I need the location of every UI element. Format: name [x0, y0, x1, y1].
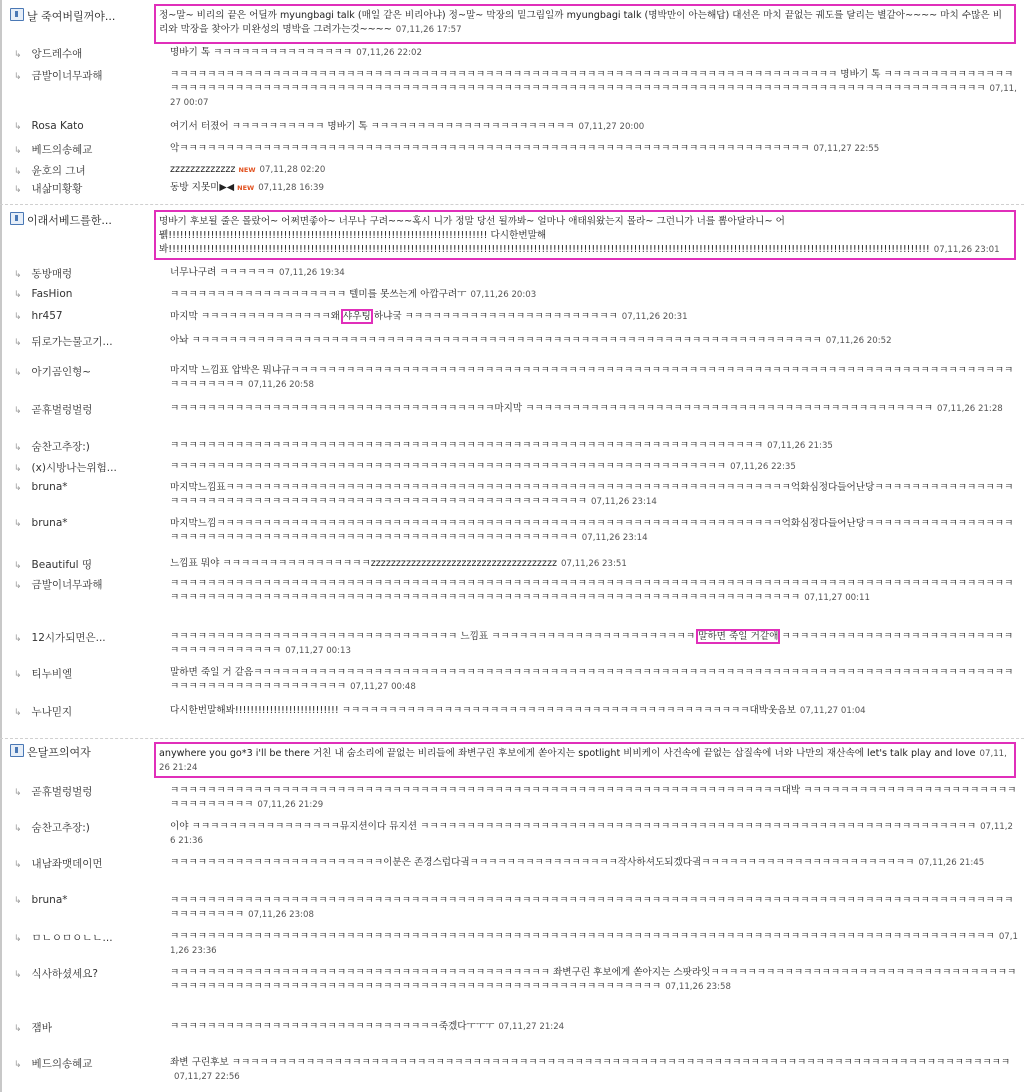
thread-post [0, 4, 1024, 44]
reply-arrow-icon: ↳ [14, 561, 22, 571]
reply-text: 악ㅋㅋㅋㅋㅋㅋㅋㅋㅋㅋㅋㅋㅋㅋㅋㅋㅋㅋㅋㅋㅋㅋㅋㅋㅋㅋㅋㅋㅋㅋㅋㅋㅋㅋㅋㅋㅋㅋㅋㅋㅋㅋㅋㅋㅋㅋㅋㅋㅋㅋㅋㅋㅋㅋㅋㅋㅋㅋㅋㅋㅋㅋㅋㅋㅋㅋㅋㅋ 07,11,27 22:55 [170, 143, 880, 154]
reply-text: 동방 지못미▶◀ NEW 07,11,28 16:39 [170, 182, 324, 193]
reply-text: ㅋㅋㅋㅋㅋㅋㅋㅋㅋㅋㅋㅋㅋㅋㅋㅋㅋㅋㅋㅋㅋㅋㅋ이분은 존경스럽다긬ㅋㅋㅋㅋㅋㅋㅋㅋㅋㅋㅋㅋㅋㅋㅋㅋ작사하셔도되겠다긬ㅋㅋㅋㅋㅋㅋㅋㅋㅋㅋㅋㅋㅋㅋㅋㅋㅋㅋㅋㅋㅋㅋㅋ 07,11,26 21:45 [170, 857, 985, 868]
reply-text: ㅋㅋㅋㅋㅋㅋㅋㅋㅋㅋㅋㅋㅋㅋㅋㅋㅋㅋㅋㅋㅋㅋㅋㅋㅋㅋㅋㅋㅋㅋㅋㅋㅋㅋㅋㅋㅋㅋㅋㅋㅋㅋㅋㅋㅋㅋㅋㅋㅋㅋㅋㅋㅋㅋㅋㅋㅋㅋㅋㅋㅋㅋㅋㅋㅋㅋㅋㅋㅋㅋㅋㅋㅋㅋㅋㅋㅋㅋㅋㅋㅋㅋㅋㅋㅋㅋㅋㅋㅋㅋㅋㅋㅋㅋㅋㅋㅋㅋㅋ 07,11,26 23:08 [170, 895, 1014, 920]
reply-author[interactable]: ↳ ㅁㄴㅇㅁㅇㄴㄴ... [14, 932, 113, 944]
reply-arrow-icon: ↳ [14, 406, 22, 416]
reply-text: 마지막 느낌표 압박은 뭐냐규ㅋㅋㅋㅋㅋㅋㅋㅋㅋㅋㅋㅋㅋㅋㅋㅋㅋㅋㅋㅋㅋㅋㅋㅋㅋㅋㅋㅋㅋㅋㅋㅋㅋㅋㅋㅋㅋㅋㅋㅋㅋㅋㅋㅋㅋㅋㅋㅋㅋㅋㅋㅋㅋㅋㅋㅋㅋㅋㅋㅋㅋㅋㅋㅋㅋㅋㅋㅋㅋㅋㅋㅋㅋㅋㅋㅋㅋㅋㅋㅋㅋㅋㅋㅋㅋㅋ 07,11,26 20:58 [170, 365, 1014, 390]
reply-arrow-icon: ↳ [14, 1024, 22, 1034]
reply-author[interactable]: ↳ bruna* [14, 894, 68, 906]
post-author[interactable]: 날 죽여버릴꺼야... [10, 8, 158, 24]
post-author[interactable]: 이래서베드를한... [10, 212, 158, 228]
reply-arrow-icon: ↳ [14, 519, 22, 529]
post-author[interactable]: 은달프의여자 [10, 744, 158, 760]
reply-author[interactable]: ↳ 잼바 [14, 1022, 52, 1034]
reply-arrow-icon: ↳ [14, 290, 22, 300]
reply-author[interactable]: ↳ 앙드레수애 [14, 48, 83, 60]
reply-text: ㅋㅋㅋㅋㅋㅋㅋㅋㅋㅋㅋㅋㅋㅋㅋㅋㅋㅋㅋ 텔미를 못쓰는게 아깝구려ㅜ 07,11,26 20:03 [170, 289, 537, 300]
reply-author[interactable]: ↳ 숨찬고추장:) [14, 441, 90, 453]
post-content: 명바기 후보될 줄은 몰랐어~ 어쩌면좋아~ 너무나 구려~~~혹시 니가 정말 당선 될까봐~ 얼마나 애태워왔는지 몰라~ 그런니가 너를 뽑아달라니~ 어뷁!!!!!!!!!!!!!!!!!!!!!!!!!!!!!!!!!!!!!!!!!!!!!!!!!!!!!!!!!!!!!!!!!!!!!!!!!!!!!!!!!!! 다시한번말해 봐!!!!!!!!!!!!!!!!!!!!!!!!!!!!!!!!!!!!!!!!!!!!!!!!!!!!!!!!!!!!!!!!!!!!!!!!!!!!!!!!!!!!!!!!!!!!!!!!!!!!!!!!!!!!!!!!!!!!!!!!!!!!!!!!!!!!!!!!!!!!!!!!!!!!!!!!!!!!!!!!!!!!!!!!!!!!!!!!!!!!!!!!!!!!!!!!!!!!!! 07,11,26 23:01 [154, 210, 1016, 260]
reply-author[interactable]: ↳ 티누비엘 [14, 668, 73, 680]
reply-text: 너무나구려 ㅋㅋㅋㅋㅋㅋ 07,11,26 19:34 [170, 267, 345, 278]
highlight-box: 말하면 죽일 거같애 [698, 631, 779, 642]
reply-arrow-icon: ↳ [14, 788, 22, 798]
reply-text: ㅋㅋㅋㅋㅋㅋㅋㅋㅋㅋㅋㅋㅋㅋㅋㅋㅋㅋㅋㅋㅋㅋㅋㅋㅋㅋㅋㅋㅋㅋㅋㅋㅋㅋㅋㅋㅋㅋㅋㅋㅋ 좌변구린 후보에게 쏟아지는 스팟라잇ㅋㅋㅋㅋㅋㅋㅋㅋㅋㅋㅋㅋㅋㅋㅋㅋㅋㅋㅋㅋㅋㅋㅋㅋㅋㅋㅋㅋㅋㅋㅋㅋㅋㅋㅋㅋㅋㅋㅋㅋㅋㅋㅋㅋㅋㅋㅋㅋㅋㅋㅋㅋㅋㅋㅋㅋㅋㅋㅋㅋㅋㅋㅋㅋㅋㅋㅋㅋㅋㅋㅋㅋㅋㅋㅋㅋㅋㅋㅋㅋㅋㅋㅋㅋㅋㅋ 07,11,26 23:58 [170, 967, 1017, 992]
reply-author[interactable]: ↳ 누나믿지 [14, 706, 73, 718]
highlight-box: 샤우팅 [342, 311, 371, 322]
reply-author[interactable]: ↳ Beautiful 띵 [14, 559, 93, 571]
reply-text: 다시한번말해봐!!!!!!!!!!!!!!!!!!!!!!!!!!! ㅋㅋㅋㅋㅋㅋㅋㅋㅋㅋㅋㅋㅋㅋㅋㅋㅋㅋㅋㅋㅋㅋㅋㅋㅋㅋㅋㅋㅋㅋㅋㅋㅋㅋㅋㅋㅋㅋㅋㅋㅋㅋㅋㅋ대박웃음보 07,11,27 01:04 [170, 705, 866, 716]
reply-text: 마지막느낌표ㅋㅋㅋㅋㅋㅋㅋㅋㅋㅋㅋㅋㅋㅋㅋㅋㅋㅋㅋㅋㅋㅋㅋㅋㅋㅋㅋㅋㅋㅋㅋㅋㅋㅋㅋㅋㅋㅋㅋㅋㅋㅋㅋㅋㅋㅋㅋㅋㅋㅋㅋㅋㅋㅋㅋㅋㅋㅋㅋㅋㅋ억화심정다들어난당ㅋㅋㅋㅋㅋㅋㅋㅋㅋㅋㅋㅋㅋㅋㅋㅋㅋㅋㅋㅋㅋㅋㅋㅋㅋㅋㅋㅋㅋㅋㅋㅋㅋㅋㅋㅋㅋㅋㅋㅋㅋㅋㅋㅋㅋㅋㅋㅋㅋㅋㅋㅋㅋㅋㅋㅋㅋㅋㅋㅋ 07,11,26 23:14 [170, 482, 1014, 507]
reply-author[interactable]: ↳ FasHion [14, 288, 73, 300]
reply-author[interactable]: ↳ 식사하셨세요? [14, 968, 98, 980]
profile-icon [10, 8, 24, 21]
reply-author[interactable]: ↳ 아기곰인형~ [14, 366, 92, 378]
reply-text: ㅋㅋㅋㅋㅋㅋㅋㅋㅋㅋㅋㅋㅋㅋㅋㅋㅋㅋㅋㅋㅋㅋㅋㅋㅋㅋㅋㅋㅋㅋㅋㅋㅋㅋㅋㅋㅋㅋㅋㅋㅋㅋㅋㅋㅋㅋㅋㅋㅋㅋㅋㅋㅋㅋㅋㅋㅋㅋㅋㅋ 07,11,26 22:35 [170, 461, 796, 472]
reply-arrow-icon: ↳ [14, 464, 22, 474]
left-border [0, 0, 2, 1092]
reply-author[interactable]: ↳ 베드의송혜교 [14, 1058, 93, 1070]
profile-icon [10, 212, 24, 225]
reply-author[interactable]: ↳ 금발이너무과해 [14, 70, 103, 82]
reply-text: 말하면 죽일 거 같음ㅋㅋㅋㅋㅋㅋㅋㅋㅋㅋㅋㅋㅋㅋㅋㅋㅋㅋㅋㅋㅋㅋㅋㅋㅋㅋㅋㅋㅋㅋㅋㅋㅋㅋㅋㅋㅋㅋㅋㅋㅋㅋㅋㅋㅋㅋㅋㅋㅋㅋㅋㅋㅋㅋㅋㅋㅋㅋㅋㅋㅋㅋㅋㅋㅋㅋㅋㅋㅋㅋㅋㅋㅋㅋㅋㅋㅋㅋㅋㅋㅋㅋㅋㅋㅋㅋㅋㅋㅋㅋㅋㅋㅋㅋㅋㅋㅋㅋㅋㅋㅋ 07,11,27 00:48 [170, 667, 1014, 692]
thread-divider [0, 204, 1024, 205]
reply-arrow-icon: ↳ [14, 122, 22, 132]
reply-text: 여기서 터졌어 ㅋㅋㅋㅋㅋㅋㅋㅋㅋㅋ 명바기 톡 ㅋㅋㅋㅋㅋㅋㅋㅋㅋㅋㅋㅋㅋㅋㅋㅋㅋㅋㅋㅋㅋㅋ 07,11,27 20:00 [170, 121, 645, 132]
reply-arrow-icon: ↳ [14, 443, 22, 453]
thread-divider [0, 738, 1024, 739]
reply-author[interactable]: ↳ 베드의송혜교 [14, 144, 93, 156]
reply-author[interactable]: ↳ bruna* [14, 517, 68, 529]
reply-text: 명바기 톡 ㅋㅋㅋㅋㅋㅋㅋㅋㅋㅋㅋㅋㅋㅋㅋ 07,11,26 22:02 [170, 47, 422, 58]
reply-arrow-icon: ↳ [14, 72, 22, 82]
reply-text: ㅋㅋㅋㅋㅋㅋㅋㅋㅋㅋㅋㅋㅋㅋㅋㅋㅋㅋㅋㅋㅋㅋㅋㅋㅋㅋㅋㅋㅋㅋㅋㅋㅋㅋㅋㅋㅋㅋㅋㅋㅋㅋㅋㅋㅋㅋㅋㅋㅋㅋㅋㅋㅋㅋㅋㅋㅋㅋㅋㅋㅋㅋㅋㅋㅋㅋㅋㅋㅋㅋㅋㅋㅋㅋㅋㅋㅋㅋㅋㅋㅋㅋㅋㅋㅋㅋㅋㅋㅋㅋㅋㅋㅋㅋㅋㅋㅋㅋㅋㅋㅋㅋㅋㅋㅋㅋㅋㅋㅋㅋㅋㅋㅋㅋㅋㅋㅋㅋㅋㅋㅋㅋㅋㅋㅋㅋㅋㅋㅋㅋㅋㅋㅋㅋㅋㅋㅋㅋㅋㅋㅋㅋㅋㅋㅋㅋㅋㅋㅋㅋㅋㅋㅋㅋㅋㅋㅋㅋㅋ 07,11,27 00:11 [170, 578, 1014, 603]
reply-arrow-icon: ↳ [14, 581, 22, 591]
reply-author[interactable]: ↳ (x)시방나는위험... [14, 462, 117, 474]
reply-text: ㅋㅋㅋㅋㅋㅋㅋㅋㅋㅋㅋㅋㅋㅋㅋㅋㅋㅋㅋㅋㅋㅋㅋㅋㅋㅋㅋㅋㅋㅋㅋㅋㅋㅋㅋㅋㅋㅋㅋㅋㅋㅋㅋㅋㅋㅋㅋㅋㅋㅋㅋㅋㅋㅋㅋㅋㅋㅋㅋㅋㅋㅋㅋㅋㅋㅋㅋㅋㅋㅋㅋㅋㅋㅋㅋㅋㅋㅋㅋㅋㅋㅋㅋㅋㅋㅋㅋㅋㅋ 07,11,26 23:36 [170, 931, 1018, 956]
reply-text: zzzzzzzzzzzzz NEW 07,11,28 02:20 [170, 164, 326, 175]
reply-text: ㅋㅋㅋㅋㅋㅋㅋㅋㅋㅋㅋㅋㅋㅋㅋㅋㅋㅋㅋㅋㅋㅋㅋㅋㅋㅋㅋㅋㅋㅋㅋㅋㅋㅋㅋㅋㅋㅋㅋㅋㅋㅋㅋㅋㅋㅋㅋㅋㅋㅋㅋㅋㅋㅋㅋㅋㅋㅋㅋㅋㅋㅋㅋㅋ 07,11,26 21:35 [170, 440, 833, 451]
reply-arrow-icon: ↳ [14, 860, 22, 870]
reply-author[interactable]: ↳ 곧휴벌렁벌렁 [14, 786, 93, 798]
reply-text: 이야 ㅋㅋㅋㅋㅋㅋㅋㅋㅋㅋㅋㅋㅋㅋㅋㅋ뮤지션이다 뮤지션 ㅋㅋㅋㅋㅋㅋㅋㅋㅋㅋㅋㅋㅋㅋㅋㅋㅋㅋㅋㅋㅋㅋㅋㅋㅋㅋㅋㅋㅋㅋㅋㅋㅋㅋㅋㅋㅋㅋㅋㅋㅋㅋㅋㅋㅋㅋㅋㅋㅋㅋㅋㅋㅋㅋㅋㅋㅋㅋㅋㅋ 07,11,26 21:36 [170, 821, 1013, 846]
reply-arrow-icon: ↳ [14, 167, 22, 177]
reply-arrow-icon: ↳ [14, 312, 22, 322]
reply-text: 느낌표 뭐야 ㅋㅋㅋㅋㅋㅋㅋㅋㅋㅋㅋㅋㅋㅋㅋㅋzzzzzzzzzzzzzzzzzzzzzzzzzzzzzzzzzzzzz 07,11,26 23:51 [170, 558, 627, 569]
reply-author[interactable]: ↳ 뒤로가는물고기... [14, 336, 113, 348]
reply-text: ㅋㅋㅋㅋㅋㅋㅋㅋㅋㅋㅋㅋㅋㅋㅋㅋㅋㅋㅋㅋㅋㅋㅋㅋㅋㅋㅋㅋㅋㅋㅋㅋㅋㅋㅋㅋㅋㅋㅋㅋㅋㅋㅋㅋㅋㅋㅋㅋㅋㅋㅋㅋㅋㅋㅋㅋㅋㅋㅋㅋㅋㅋㅋㅋㅋㅋㅋㅋㅋㅋㅋㅋ 명바기 톡 ㅋㅋㅋㅋㅋㅋㅋㅋㅋㅋㅋㅋㅋㅋㅋㅋㅋㅋㅋㅋㅋㅋㅋㅋㅋㅋㅋㅋㅋㅋㅋㅋㅋㅋㅋㅋㅋㅋㅋㅋㅋㅋㅋㅋㅋㅋㅋㅋㅋㅋㅋㅋㅋㅋㅋㅋㅋㅋㅋㅋㅋㅋㅋㅋㅋㅋㅋㅋㅋㅋㅋㅋㅋㅋㅋㅋㅋㅋㅋㅋㅋㅋㅋㅋㅋㅋㅋㅋㅋㅋㅋㅋㅋㅋㅋㅋㅋㅋㅋㅋㅋㅋ 07,11,27 00:07 [170, 69, 1017, 108]
reply-arrow-icon: ↳ [14, 368, 22, 378]
reply-author[interactable]: ↳ hr457 [14, 310, 63, 322]
reply-arrow-icon: ↳ [14, 50, 22, 60]
reply-author[interactable]: ↳ 금발이너무과해 [14, 579, 103, 591]
reply-arrow-icon: ↳ [14, 970, 22, 980]
reply-arrow-icon: ↳ [14, 824, 22, 834]
reply-text: 마지막 ㅋㅋㅋㅋㅋㅋㅋㅋㅋㅋㅋㅋㅋㅋ왜 샤우팅 하냐궄 ㅋㅋㅋㅋㅋㅋㅋㅋㅋㅋㅋㅋㅋㅋㅋㅋㅋㅋㅋㅋㅋㅋㅋ 07,11,26 20:31 [170, 311, 688, 322]
reply-author[interactable]: ↳ 내삶미황황 [14, 183, 83, 195]
reply-author[interactable]: ↳ 내남좌맷데이먼 [14, 858, 103, 870]
reply-author[interactable]: ↳ Rosa Kato [14, 120, 84, 132]
reply-arrow-icon: ↳ [14, 708, 22, 718]
reply-arrow-icon: ↳ [14, 338, 22, 348]
reply-text: 아놔 ㅋㅋㅋㅋㅋㅋㅋㅋㅋㅋㅋㅋㅋㅋㅋㅋㅋㅋㅋㅋㅋㅋㅋㅋㅋㅋㅋㅋㅋㅋㅋㅋㅋㅋㅋㅋㅋㅋㅋㅋㅋㅋㅋㅋㅋㅋㅋㅋㅋㅋㅋㅋㅋㅋㅋㅋㅋㅋㅋㅋㅋㅋㅋㅋㅋㅋㅋㅋ 07,11,26 20:52 [170, 335, 892, 346]
reply-text: 좌변 구린후보 ㅋㅋㅋㅋㅋㅋㅋㅋㅋㅋㅋㅋㅋㅋㅋㅋㅋㅋㅋㅋㅋㅋㅋㅋㅋㅋㅋㅋㅋㅋㅋㅋㅋㅋㅋㅋㅋㅋㅋㅋㅋㅋㅋㅋㅋㅋㅋㅋㅋㅋㅋㅋㅋㅋㅋㅋㅋㅋㅋㅋㅋㅋㅋㅋㅋㅋㅋㅋㅋㅋㅋㅋㅋㅋㅋㅋㅋㅋㅋㅋㅋㅋㅋㅋ07,11,27 22:56 [170, 1057, 1011, 1082]
reply-text: 마지막느낌ㅋㅋㅋㅋㅋㅋㅋㅋㅋㅋㅋㅋㅋㅋㅋㅋㅋㅋㅋㅋㅋㅋㅋㅋㅋㅋㅋㅋㅋㅋㅋㅋㅋㅋㅋㅋㅋㅋㅋㅋㅋㅋㅋㅋㅋㅋㅋㅋㅋㅋㅋㅋㅋㅋㅋㅋㅋㅋㅋㅋㅋ억화심정다들어난당ㅋㅋㅋㅋㅋㅋㅋㅋㅋㅋㅋㅋㅋㅋㅋㅋㅋㅋㅋㅋㅋㅋㅋㅋㅋㅋㅋㅋㅋㅋㅋㅋㅋㅋㅋㅋㅋㅋㅋㅋㅋㅋㅋㅋㅋㅋㅋㅋㅋㅋㅋㅋㅋㅋㅋㅋㅋㅋㅋㅋ 07,11,26 23:14 [170, 518, 1014, 543]
reply-arrow-icon: ↳ [14, 934, 22, 944]
reply-arrow-icon: ↳ [14, 270, 22, 280]
reply-arrow-icon: ↳ [14, 1060, 22, 1070]
profile-icon [10, 744, 24, 757]
reply-author[interactable]: ↳ bruna* [14, 481, 68, 493]
reply-arrow-icon: ↳ [14, 896, 22, 906]
post-content: anywhere you go*3 i'll be there 거친 내 숨소리에 끝없는 비리들에 좌변구린 후보에게 쏟아지는 spotlight 비비케이 사건속에 끝없는 삽질속에 너와 나만의 재산속에 let's talk play and love 07,11,26 21:24 [154, 742, 1016, 778]
reply-arrow-icon: ↳ [14, 185, 22, 195]
new-badge: NEW [237, 184, 255, 192]
reply-arrow-icon: ↳ [14, 483, 22, 493]
reply-arrow-icon: ↳ [14, 146, 22, 156]
reply-author[interactable]: ↳ 윤호의 그녀 [14, 165, 86, 177]
thread-post [0, 742, 1024, 778]
reply-author[interactable]: ↳ 곧휴벌렁벌렁 [14, 404, 93, 416]
new-badge: NEW [238, 166, 256, 174]
post-content: 정~말~ 비리의 끝은 어딜까 myungbagi talk (매일 같은 비리아냐) 정~말~ 막장의 밑그림일까 myungbagi talk (명박만이 아는해답) 대선은 마치 끝없는 궤도를 달리는 별같아~~~~ 마치 수많은 비리와 막장을 찾아가 미완성의 명박을 그려가는것~~~~ 07,11,26 17:57 [154, 4, 1016, 44]
reply-arrow-icon: ↳ [14, 634, 22, 644]
reply-author[interactable]: ↳ 12시가되면은... [14, 632, 106, 644]
reply-text: ㅋㅋㅋㅋㅋㅋㅋㅋㅋㅋㅋㅋㅋㅋㅋㅋㅋㅋㅋㅋㅋㅋㅋㅋㅋㅋㅋㅋㅋㅋㅋㅋㅋㅋㅋㅋㅋㅋㅋㅋㅋㅋㅋㅋㅋㅋㅋㅋㅋㅋㅋㅋㅋㅋㅋㅋㅋㅋㅋㅋㅋㅋㅋㅋㅋㅋ대박 ㅋㅋㅋㅋㅋㅋㅋㅋㅋㅋㅋㅋㅋㅋㅋㅋㅋㅋㅋㅋㅋㅋㅋㅋㅋㅋㅋㅋㅋㅋㅋㅋ 07,11,26 21:29 [170, 785, 1017, 810]
reply-text: ㅋㅋㅋㅋㅋㅋㅋㅋㅋㅋㅋㅋㅋㅋㅋㅋㅋㅋㅋㅋㅋㅋㅋㅋㅋㅋㅋㅋㅋ죽겠다ㅜㅜㅜ 07,11,27 21:24 [170, 1021, 565, 1032]
reply-author[interactable]: ↳ 숨찬고추장:) [14, 822, 90, 834]
reply-text: ㅋㅋㅋㅋㅋㅋㅋㅋㅋㅋㅋㅋㅋㅋㅋㅋㅋㅋㅋㅋㅋㅋㅋㅋㅋㅋㅋㅋㅋㅋㅋ 느낌표 ㅋㅋㅋㅋㅋㅋㅋㅋㅋㅋㅋㅋㅋㅋㅋㅋㅋㅋㅋㅋㅋㅋ 말하면 죽일 거같애 ㅋㅋㅋㅋㅋㅋㅋㅋㅋㅋㅋㅋㅋㅋㅋㅋㅋㅋㅋㅋㅋㅋㅋㅋㅋㅋㅋㅋㅋㅋㅋㅋㅋㅋㅋㅋㅋ 07,11,27 00:13 [170, 631, 1014, 656]
reply-author[interactable]: ↳ 동방매렁 [14, 268, 73, 280]
reply-text: ㅋㅋㅋㅋㅋㅋㅋㅋㅋㅋㅋㅋㅋㅋㅋㅋㅋㅋㅋㅋㅋㅋㅋㅋㅋㅋㅋㅋㅋㅋㅋㅋㅋㅋㅋ마지막 ㅋㅋㅋㅋㅋㅋㅋㅋㅋㅋㅋㅋㅋㅋㅋㅋㅋㅋㅋㅋㅋㅋㅋㅋㅋㅋㅋㅋㅋㅋㅋㅋㅋㅋㅋㅋㅋㅋㅋㅋㅋㅋㅋㅋ 07,11,26 21:28 [170, 403, 1003, 414]
reply-arrow-icon: ↳ [14, 670, 22, 680]
thread-post [0, 210, 1024, 260]
